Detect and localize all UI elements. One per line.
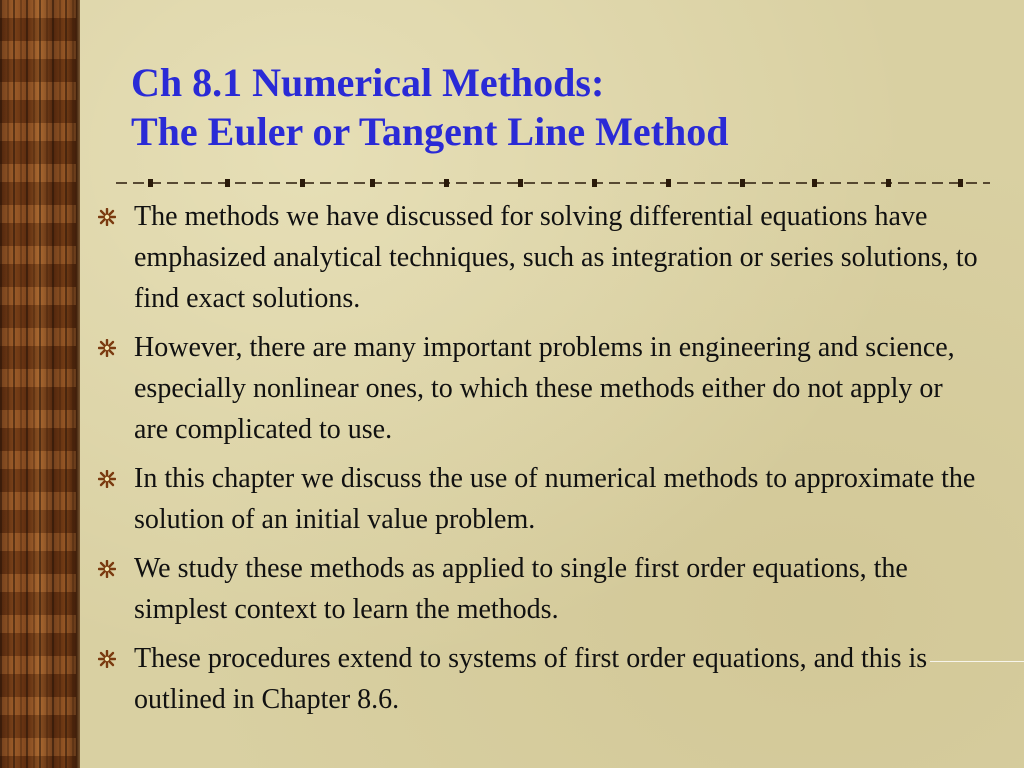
bullet-item-3: [98, 458, 978, 540]
asterisk-star-icon: [98, 560, 116, 578]
bullet-item-4: [98, 548, 978, 630]
bullet-list: [98, 196, 978, 728]
slide-edge-line: [930, 661, 1024, 662]
bullet-item-5: [98, 638, 978, 720]
bullet-text-5: These procedures extend to systems of first order equations, and this is outlined in Chapter 8.6.: [134, 643, 928, 715]
wood-panel: [0, 0, 76, 768]
bullet-item-1: [98, 196, 978, 319]
bullet-text-2: However, there are many important problems in engineering and science, especially nonlinear ones, to which these methods either do not apply or are complicated to use.: [134, 332, 955, 445]
asterisk-star-icon: [98, 470, 116, 488]
dashed-divider: [116, 176, 990, 190]
asterisk-star-icon: [98, 208, 116, 226]
bullet-text-4: We study these methods as applied to single first order equations, the simplest context to learn the methods.: [134, 553, 908, 625]
asterisk-star-icon: [98, 339, 116, 357]
bullet-item-2: [98, 327, 978, 450]
slide-title: [131, 58, 991, 156]
asterisk-star-icon: [98, 650, 116, 668]
bullet-text-1: The methods we have discussed for solving differential equations have emphasized analytical techniques, such as integration or series solutions, to find exact solutions.: [134, 201, 978, 314]
bullet-text-3: In this chapter we discuss the use of numerical methods to approximate the solution of an initial value problem.: [134, 463, 976, 535]
title-line-2: The Euler or Tangent Line Method: [131, 109, 729, 154]
title-line-1: Ch 8.1 Numerical Methods:: [131, 60, 605, 105]
wood-panel-edge: [76, 0, 80, 768]
